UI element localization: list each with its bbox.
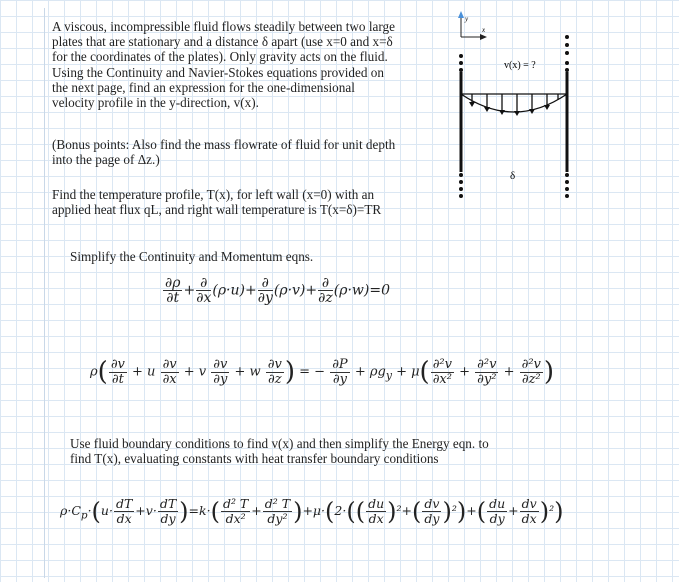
- temperature-line: applied heat flux qL, and right wall temperature is T(x=δ)=TR: [52, 202, 382, 218]
- problem-line: the next page, find an expression for the one-dimensional: [52, 79, 355, 95]
- boundary-text: [70, 436, 590, 466]
- axis-y-label: y: [465, 15, 469, 23]
- problem-line: plates that are stationary and a distance δ apart (use x=0 and x=δ: [52, 34, 393, 50]
- bonus-line: (Bonus points: Also find the mass flowrate of fluid for unit depth: [52, 137, 396, 152]
- axes-icon: [458, 11, 487, 40]
- bonus-text: [52, 137, 442, 167]
- boundary-line: Use fluid boundary conditions to find v(x) and then simplify the Energy eqn. to: [70, 436, 489, 451]
- momentum-equation: ρ( $\frac{\partial v}{\partial t}$ + u $\frac{\partial v}{\partial x}$ + v $\frac{\partial v}{\partial y}$ + w $\frac{\partial v}{\partial z}$ ) = − $\frac{\partial P}{\partial y}$ + $\rho g_y + \mu$( $\frac{\text{∂²v}}{\text{∂x²}}$ + $\frac{\text{∂²v}}{\text{∂y²}}$ + $\frac{\text{∂²v}}{\text{∂z²}}$ ): [90, 356, 555, 387]
- bonus-line: into the page of Δz.): [52, 152, 160, 168]
- right-plate: [565, 35, 569, 198]
- problem-line: A viscous, incompressible fluid flows steadily between two large: [52, 19, 395, 34]
- temperature-line: Find the temperature profile, T(x), for left wall (x=0) with an: [52, 187, 375, 202]
- left-plate: [459, 54, 463, 198]
- problem-line: velocity profile in the y-direction, v(x).: [52, 95, 259, 111]
- channel-figure: [444, 8, 574, 213]
- problem-line: Using the Continuity and Navier-Stokes equations provided on: [52, 64, 384, 80]
- boundary-line: find T(x), evaluating constants with heat transfer boundary conditions: [70, 451, 439, 467]
- problem-statement: [52, 19, 442, 110]
- axis-x-label: x: [482, 26, 486, 34]
- temperature-text: [52, 187, 442, 217]
- continuity-equation: $\frac{\partial\rho}{\partial t}$ + $\frac{\partial}{\partial x}$ (ρ·u)+ $\frac{\partial}{\partial y}$ (ρ·v)+ $\frac{\partial}{\partial z}$ (ρ·w)=0: [165, 275, 390, 306]
- velocity-profile: [461, 94, 567, 113]
- gap-label: δ: [510, 170, 516, 182]
- problem-line: for the coordinates of the plates). Only gravity acts on the fluid.: [52, 49, 388, 65]
- energy-equation: $\rho\cdot C_p\cdot(u\cdot$ $\frac{dT}{dx}$ +v· $\frac{dT}{dy}$ )=k·( $\frac{\text{d² T}}{\text{dx²}}$ + $\frac{\text{d² T}}{\text{dy²}}$ )+μ·(2·(( $\frac{du}{dx}$ )²+( $\frac{dv}{dy}$ )²)+( $\frac{du}{dy}$ + $\frac{dv}{dx}$ )²): [60, 496, 564, 526]
- velocity-label: v(x) = ?: [504, 60, 536, 71]
- simplify-heading: Simplify the Continuity and Momentum eqns.: [70, 249, 314, 264]
